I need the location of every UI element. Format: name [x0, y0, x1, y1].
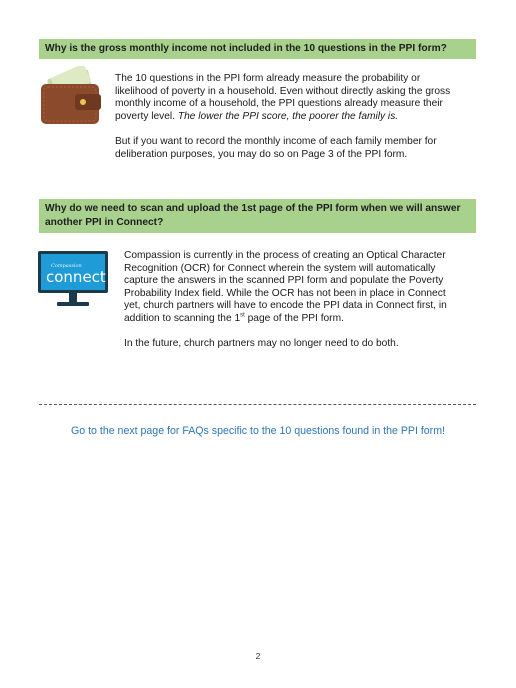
faq-answer-2-paragraph-1	[124, 250, 454, 326]
faq-question-1	[39, 39, 476, 59]
page-number: 2	[255, 651, 261, 661]
faq-answer-1-text: The 10 questions in the PPI form already measure the probability or likelihood of poverty in a household. Even without directly asking the gross monthly income of a household, the PPI questions already measure their poverty level.	[115, 73, 451, 122]
next-page-link[interactable]: Go to the next page for FAQs specific to the 10 questions found in the PPI form!	[71, 425, 445, 437]
wallet-icon	[39, 66, 101, 128]
faq-question-2	[39, 199, 476, 233]
faq-answer-1-paragraph-2: But if you want to record the monthly income of each family member for deliberation purposes, you may do so on Page 3 of the PPI form.	[115, 135, 437, 160]
faq-answer-2-text: Compassion is currently in the process of creating an Optical Character Recognition (OCR) for Connect wherein the system will automatically capture the answers in the scanned PPI form and populate the Poverty Probability Index field. While the OCR has not been in place in Connect yet, church partners will have to encode the PPI data in Connect first, in addition to scanning the 1	[124, 250, 447, 324]
svg-text:Compassion: Compassion	[51, 263, 82, 269]
faq-answer-2-text-end: page of the PPI form.	[244, 312, 344, 324]
faq-answer-1-paragraph-1	[115, 73, 461, 123]
faq-answer-2	[124, 250, 454, 351]
superscript: st	[240, 312, 245, 319]
faq-question-1-text: Why is the gross monthly income not included in the 10 questions in the PPI form?	[45, 43, 447, 54]
computer-monitor-icon	[37, 250, 109, 310]
faq-answer-1	[115, 73, 461, 161]
faq-answer-2-paragraph-2: In the future, church partners may no longer need to do both.	[124, 338, 399, 350]
svg-text:connect: connect	[46, 268, 106, 286]
faq-answer-1-emphasis: The lower the PPI score, the poorer the family is.	[177, 110, 399, 122]
dashed-divider	[39, 404, 476, 405]
faq-question-2-text: Why do we need to scan and upload the 1st page of the PPI form when we will answer another PPI in Connect?	[45, 203, 461, 228]
